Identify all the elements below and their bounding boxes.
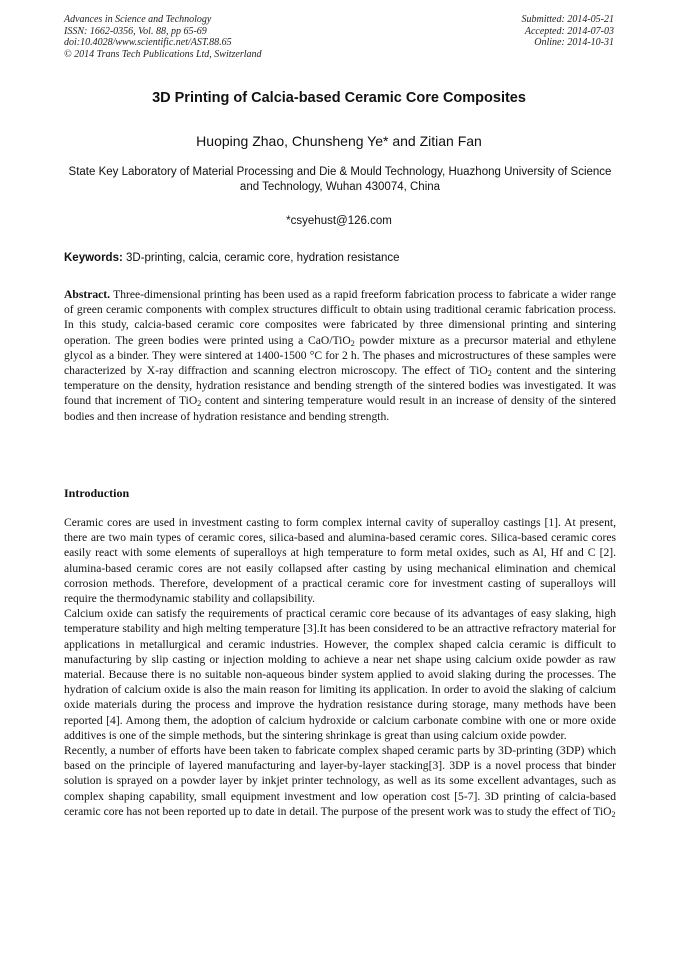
doi-line: doi:10.4028/www.scientific.net/AST.88.65	[64, 37, 232, 48]
accepted-date: Accepted: 2014-07-03	[524, 25, 614, 37]
section-heading-introduction: Introduction	[64, 486, 130, 500]
author-list: Huoping Zhao, Chunsheng Ye* and Zitian Fan	[196, 133, 482, 149]
keywords-label: Keywords:	[64, 252, 123, 264]
abstract-text: content and sintering temperature would result in an increase of density of the sintered bodies and then increase of hydration resistance and bending strength.	[64, 394, 616, 423]
subscript: 2	[350, 338, 355, 348]
keywords-text: 3D-printing, calcia, ceramic core, hydration resistance	[126, 252, 400, 264]
abstract-label: Abstract.	[64, 288, 111, 301]
keywords	[64, 252, 616, 264]
paragraph: Calcium oxide can satisfy the requirements of practical ceramic core because of its advantages of easy slaking, high temperature stability and high melting temperature [3].It has been considered to be an attractive refractory material for applications in metallurgical and ceramic industries. However, the complex shaped calcia ceramic is difficult to manufacturing by slip casting or injection molding to achieve a near net shape using calcium oxide powder as raw material. Because there is no suitable non-aqueous binder system applied to avoid slaking during the processes. The hydration of calcium oxide is also the main reason for limiting its application. In order to avoid the slaking of calcium oxide materials during the process and improve the hydration resistance during storage, many methods have been reported [4]. Among them, the adoption of calcium hydroxide or calcium carbonate combine with one or more oxide additives is one of the simple methods, but the sintering shrinkage is great than using calcium oxide powder.	[64, 607, 616, 742]
paragraph-text: Recently, a number of efforts have been taken to fabricate complex shaped ceramic parts by 3D-printing (3DP) which based on the principle of layered manufacturing and layer-by-layer stacking[3]. 3DP is a novel process that binder solution is sprayed on a powder layer by inkjet printer technology, as well as its some excellent advantages, such as complex shaping capability, small equipment investment and low operation cost [5-7]. 3D printing of calcia-based ceramic core has not been reported up to date in detail. The purpose of the present work was to study the effect of TiO	[64, 744, 616, 818]
online-date: Online: 2014-10-31	[534, 37, 614, 48]
abstract-text: content and the sintering temperature on the density, hydration resistance and bending strength of the sintered bodies was investigated. It was found that increment of TiO	[64, 364, 616, 408]
paragraph: Ceramic cores are used in investment casting to form complex internal cavity of superalloy castings [1]. At present, there are two main types of ceramic cores, silica-based and alumina-based ceramic cores. Silica-based ceramic cores easily react with some elements of superalloys at high temperature to form metal oxides, such as Al, Hf and C [2]. alumina-based ceramic cores are not easily collapsed after casting by using mechanical elimination and chemical corrosion methods. Therefore, development of a practical ceramic core for investment casting of superalloys will require the thermodynamic stability and collapsibility.	[64, 516, 616, 606]
corresponding-email: *csyehust@126.com	[286, 215, 392, 227]
journal-info	[64, 14, 262, 60]
journal-name: Advances in Science and Technology	[64, 14, 212, 25]
subscript: 2	[197, 399, 202, 409]
abstract	[64, 287, 616, 424]
paragraph	[64, 743, 616, 819]
affiliation: State Key Laboratory of Material Processing and Die & Mould Technology, Huazhong University of Science and Technology, Wuhan 430074, China	[68, 166, 612, 193]
subscript: 2	[611, 809, 616, 819]
paper-title: 3D Printing of Calcia-based Ceramic Core Composites	[152, 90, 526, 106]
copyright-line: © 2014 Trans Tech Publications Ltd, Switzerland	[64, 48, 262, 60]
abstract-text: powder mixture as a precursor material and ethylene glycol as a binder. They were sintered at 1400-1500 °C for 2 h. The phases and microstructures of these samples were characterized by X-ray diffraction and scanning electron microscopy. The effect of TiO	[64, 333, 617, 378]
subscript: 2	[487, 369, 492, 379]
issn-line: ISSN: 1662-0356, Vol. 88, pp 65-69	[64, 25, 207, 37]
introduction-body	[64, 515, 616, 819]
submitted-date: Submitted: 2014-05-21	[521, 14, 614, 25]
abstract-text: Three-dimensional printing has been used as a rapid freeform fabrication process to fabricate a wider range of green ceramic components with complex structures difficult to obtain using traditional ceramic fabrication process. In this study, calcia-based ceramic core composites were fabricated by three dimensional printing and sintering operation. The green bodies were printed using a CaO/TiO	[64, 288, 616, 347]
publication-dates	[522, 14, 615, 49]
